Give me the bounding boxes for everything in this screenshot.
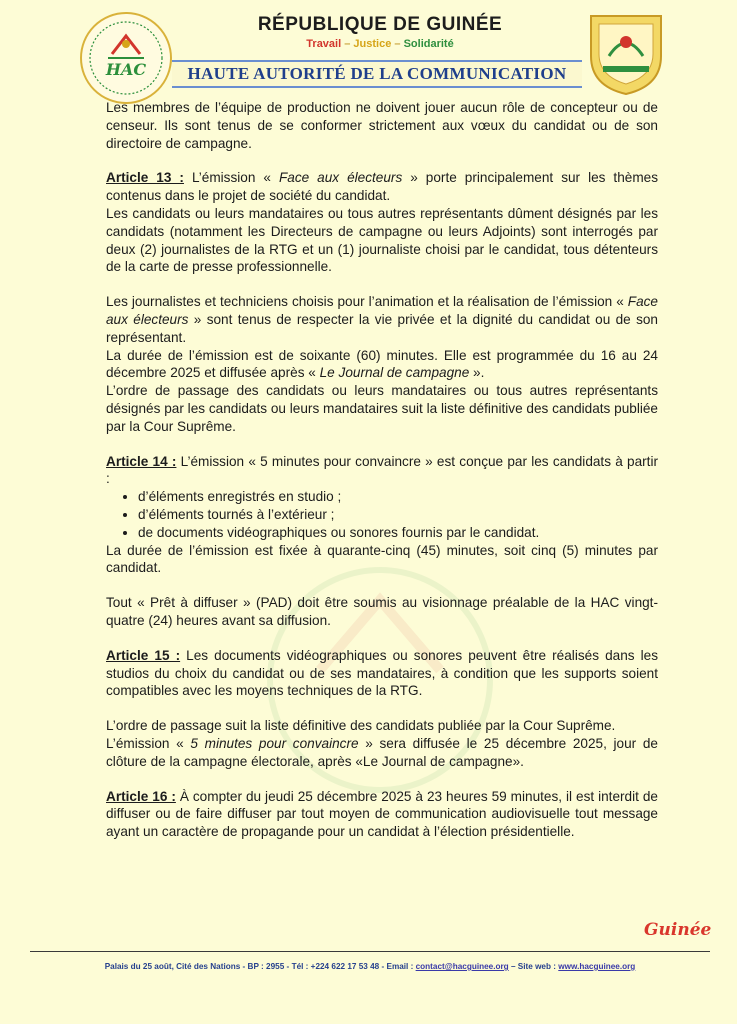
footer-address: Palais du 25 août, Cité des Nations: [104, 962, 241, 971]
article-15-text: L’émission «: [106, 735, 191, 751]
article-13-text: La durée de l’émission est de soixante (60) minutes. Elle est programmée du 16 au 24 décembre 2025 et diffusée après «: [106, 347, 658, 381]
hac-logo: [80, 12, 172, 104]
article-13-paragraph-2: Les candidats ou leurs mandataires ou tous autres représentants dûment désignés par les candidats (notamment les Directeurs de campagne ou leurs Adjoints) sont interrogés par deux (2) journalistes de la RTG et un (1) journaliste choisi par le candidat, tous détenteurs de la carte de presse professionnelle.: [106, 205, 658, 275]
article-13-paragraph-5: L’ordre de passage des candidats ou leurs mandataires ou tous autres représentants désignés par les candidats ou leurs mandataires suit la liste définitive des candidats publiée par la Cour Suprême.: [106, 383, 658, 434]
article-13-emphasis: Face aux électeurs: [278, 170, 403, 186]
guinee-brand-logo: Guinée: [644, 920, 712, 940]
list-item: • d’éléments enregistrés en studio ;: [138, 488, 658, 506]
article-14-label: Article 14 :: [106, 453, 177, 469]
footer-divider: [30, 951, 710, 952]
motto-justice: Justice: [353, 38, 392, 50]
article-13-text: Les journalistes et techniciens choisis pour l’animation et la réalisation de l’émission «: [106, 294, 628, 310]
article-13-emphasis: Face aux électeurs: [106, 294, 658, 327]
article-14-paragraph-3: Tout « Prêt à diffuser » (PAD) doit être soumis au visionnage préalable de la HAC vingt-quatre (24) heures avant sa diffusion.: [106, 595, 658, 628]
footer: [30, 962, 710, 971]
article-13-paragraph-3: [106, 293, 658, 346]
authority-title: HAUTE AUTORITÉ DE LA COMMUNICATION: [172, 60, 582, 88]
footer-email-label: - Email :: [379, 962, 416, 971]
motto-travail: Travail: [306, 38, 342, 50]
article-14-paragraph-2: La durée de l’émission est fixée à quarante-cinq (45) minutes, soit cinq (5) minutes par candidat.: [106, 542, 658, 576]
article-13-emphasis: Le Journal de campagne: [319, 365, 470, 381]
article-13-paragraph: [106, 169, 658, 205]
article-14-list: [106, 488, 658, 541]
article-13-text: » porte principalement sur les thèmes contenus dans le projet de société du candidat.: [106, 170, 659, 204]
motto-separator: –: [344, 38, 351, 50]
footer-email-link[interactable]: contact@hacguinee.org: [415, 962, 509, 971]
article-13-paragraph-4: [106, 347, 658, 383]
article-15-emphasis: 5 minutes pour convaincre: [190, 735, 359, 751]
article-15-paragraph: [106, 647, 658, 700]
article-15-text: Les documents vidéographiques ou sonores peuvent être réalisés dans les studios du choix du candidat ou de ses mandataires, à condition que les supports soient compatibles avec les moyens techniques de la RTG.: [106, 647, 658, 699]
motto-separator: –: [394, 38, 401, 50]
footer-website-link[interactable]: www.hacguinee.org: [558, 962, 636, 971]
guinea-seal-icon: [585, 10, 667, 96]
footer-bp: - BP : 2955 -: [240, 962, 292, 971]
article-15-text: » sera diffusée le 25 décembre 2025, jour de clôture de la campagne électorale, après «Le Journal de campagne».: [106, 735, 658, 769]
article-14-paragraph: [106, 453, 658, 489]
article-16-text: À compter du jeudi 25 décembre 2025 à 23 heures 59 minutes, il est interdit de diffuser ou de faire diffuser par tout moyen de communication audiovisuelle tout message ayant un caractère de propagande pour un candidat à l’élection présidentielle.: [106, 788, 658, 840]
motto-solidarite: Solidarité: [403, 38, 454, 50]
article-13-label: Article 13 :: [106, 170, 184, 186]
article-15-paragraph-2: L’ordre de passage suit la liste définitive des candidats publiée par la Cour Suprême.: [106, 718, 616, 734]
article-15-paragraph-3: [106, 735, 658, 771]
article-13-text: ».: [469, 365, 485, 381]
article-14-text: L’émission « 5 minutes pour convaincre » est conçue par les candidats à partir :: [106, 453, 658, 487]
footer-site-label: – Site web :: [508, 962, 559, 971]
footer-phone: Tél : +224 622 17 53 48: [291, 962, 380, 971]
hac-logo-text: HAC: [105, 60, 147, 79]
article-16-paragraph: [106, 788, 658, 841]
national-motto: [180, 38, 580, 50]
article-13-text: L’émission «: [183, 170, 279, 186]
list-item: • de documents vidéographiques ou sonores fournis par le candidat.: [138, 524, 658, 542]
list-item: • d’éléments tournés à l’extérieur ;: [138, 506, 658, 524]
republic-title: RÉPUBLIQUE DE GUINÉE: [257, 14, 503, 35]
article-16-label: Article 16 :: [106, 788, 176, 804]
article-13-text: » sont tenus de respecter la vie privée et la dignité du candidat ou de son représentant.: [106, 311, 658, 345]
intro-paragraph: Les membres de l’équipe de production ne doivent jouer aucun rôle de concepteur ou de censeur. Ils sont tenus de se conformer strictement aux vœux du candidat ou de son directoire de campagne.: [106, 100, 658, 151]
article-15-label: Article 15 :: [106, 647, 181, 663]
document-body: [106, 99, 658, 841]
hac-emblem-icon: [82, 14, 170, 102]
